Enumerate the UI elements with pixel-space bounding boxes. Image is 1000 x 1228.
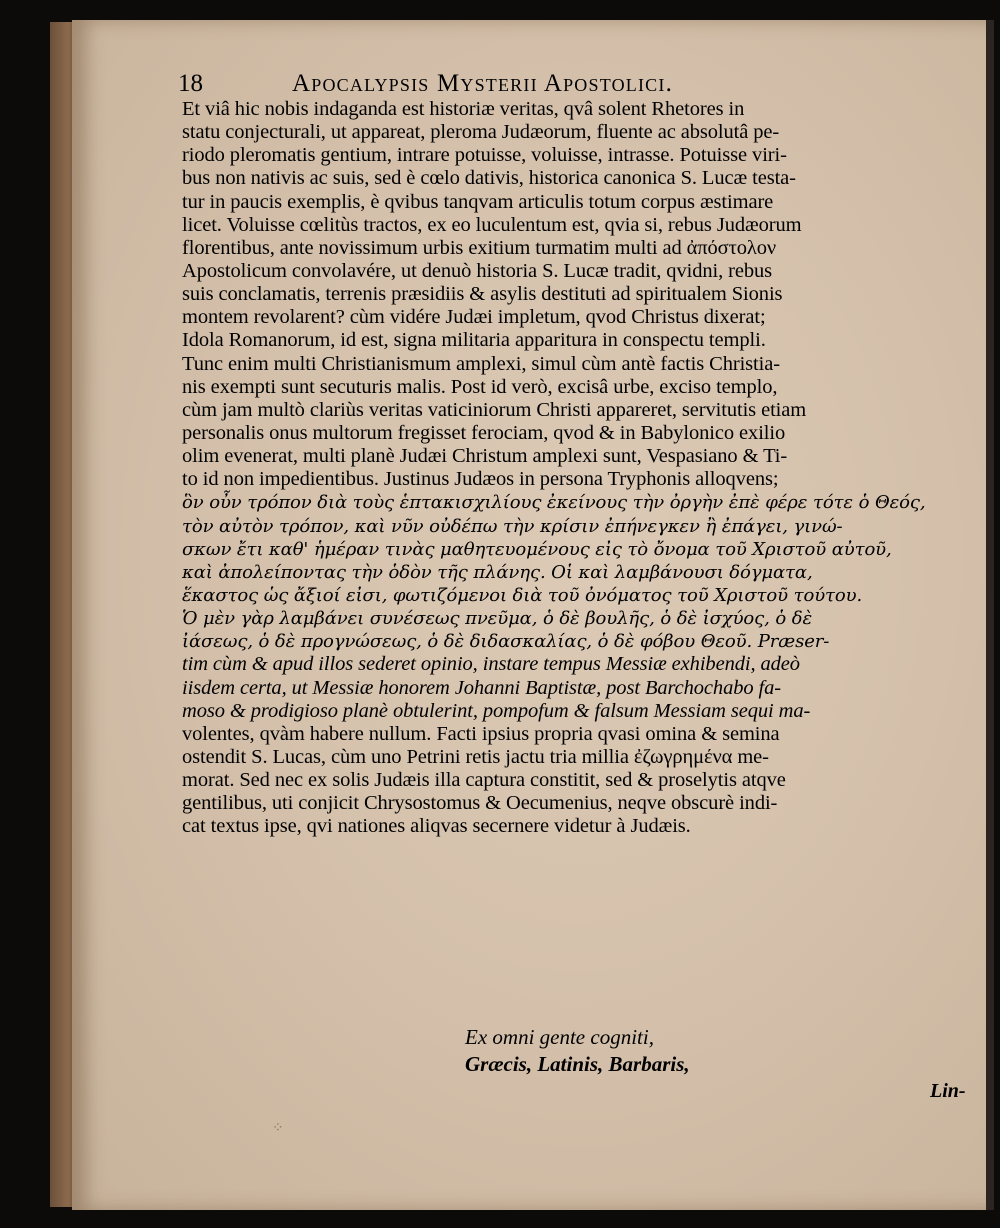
- text-line: volentes, qvàm habere nullum. Facti ipsius propria qvasi omina & semina: [182, 722, 780, 745]
- body-text: [182, 98, 962, 839]
- page-number: 18: [178, 70, 203, 97]
- greek-text-line: ἰάσεως, ὁ δὲ προγνώσεως, ὁ δὲ διδασκαλίας, ὁ δὲ φόβου Θεοῦ. Præser-: [182, 631, 830, 653]
- text-line: riodo pleromatis gentium, intrare potuisse, voluisse, intrasse. Potuisse viri-: [182, 144, 787, 167]
- text-line: Idola Romanorum, id est, signa militaria apparitura in conspectu templi.: [182, 329, 766, 352]
- text-line: nis exempti sunt secuturis malis. Post id verò, excisâ urbe, exciso templo,: [182, 375, 778, 398]
- text-line: personalis onus multorum fregisset ferociam, qvod & in Babylonico exilio: [182, 421, 786, 444]
- greek-text-line: σκων ἔτι καθ' ἡμέραν τινὰς μαθητευομένους εἰς τὸ ὄνομα τοῦ Χριστοῦ αὐτοῦ,: [182, 538, 892, 560]
- text-line: Tunc enim multi Christianismum amplexi, simul cùm antè factis Christia-: [182, 352, 780, 375]
- italic-text-line: tim cùm & apud illos sederet opinio, instare tempus Messiæ exhibendi, adeò: [182, 653, 800, 676]
- text-line: cat textus ipse, qvi nationes aliqvas secernere videtur à Judæis.: [182, 815, 691, 838]
- catchword: Lin-: [930, 1080, 966, 1102]
- page-edge-shadow: [986, 20, 994, 1210]
- text-line: Et viâ hic nobis indaganda est historiæ veritas, qvâ solent Rhetores in: [182, 98, 745, 120]
- text-line: statu conjecturali, ut appareat, pleroma Judæorum, fluente ac absolutâ pe-: [182, 121, 780, 144]
- text-line: montem revolarent? cùm vidére Judæi impletum, qvod Christus dixerat;: [182, 306, 766, 329]
- running-head: Apocalypsis Mysterii Apostolici.: [292, 70, 674, 97]
- verse-quote: [465, 1024, 690, 1078]
- text-line: gentilibus, uti conjicit Chrysostomus & Oecumenius, neqve obscurè indi-: [182, 792, 778, 815]
- text-line: cùm jam multò clariùs veritas vaticiniorum Christi appareret, servitutis etiam: [182, 398, 807, 421]
- italic-text-line: iisdem certa, ut Messiæ honorem Johanni Baptistæ, post Barchochabo fa-: [182, 676, 782, 699]
- text-line: licet. Voluisse cœlitùs tractos, ex eo luculentum est, qvia si, rebus Judæorum: [182, 213, 802, 236]
- quote-line: Græcis, Latinis, Barbaris,: [465, 1052, 690, 1076]
- greek-text-line: καὶ ἀπολείποντας τὴν ὁδὸν τῆς πλάνης. Οἱ καὶ λαμβάνουσι δόγματα,: [182, 561, 813, 583]
- text-line: bus non nativis ac suis, sed è cœlo dativis, historica canonica S. Lucæ testa-: [182, 167, 796, 190]
- text-line: ostendit S. Lucas, cùm uno Petrini retis jactu tria millia ἐζωγρημένα me-: [182, 745, 769, 768]
- greek-text-line: τὸν αὐτὸν τρόπον, καὶ νῦν οὐδέπω τὴν κρίσιν ἐπήνεγκεν ἢ ἐπάγει, γινώ-: [182, 515, 843, 537]
- text-line: florentibus, ante novissimum urbis exitium turmatim multi ad ἀπόστολον: [182, 236, 777, 259]
- text-line: to id non impedientibus. Justinus Judæos in persona Tryphonis alloqvens;: [182, 468, 779, 491]
- text-line: morat. Sed nec ex solis Judæis illa captura constitit, sed & proselytis atqve: [182, 769, 786, 792]
- ink-speck: ⁘: [272, 1121, 284, 1136]
- quote-line: Ex omni gente cogniti,: [465, 1025, 654, 1049]
- greek-text-line: ὃν οὖν τρόπον διὰ τοὺς ἑπτακισχιλίους ἐκείνους τὴν ὀργὴν ἐπὲ φέρε τότε ὁ Θεός,: [182, 492, 926, 514]
- text-line: tur in paucis exemplis, è qvibus tanqvam articulis totum corpus æstimare: [182, 190, 774, 213]
- greek-text-line: Ὁ μὲν γὰρ λαμβάνει συνέσεως πνεῦμα, ὁ δὲ βουλῆς, ὁ δὲ ἰσχύος, ὁ δὲ: [182, 608, 813, 630]
- greek-text-line: ἕκαστος ὡς ἄξιοί εἰσι, φωτιζόμενοι διὰ τοῦ ὀνόματος τοῦ Χριστοῦ τούτου.: [182, 584, 863, 606]
- text-line: olim evenerat, multi planè Judæi Christum amplexi sunt, Vespasiano & Ti-: [182, 445, 788, 468]
- italic-text-line: moso & prodigioso planè obtulerint, pompofum & falsum Messiam sequi ma-: [182, 699, 811, 722]
- text-line: suis conclamatis, terrenis præsidiis & asylis destituti ad spiritualem Sionis: [182, 283, 783, 306]
- text-line: Apostolicum convolavére, ut denuò historia S. Lucæ tradit, qvidni, rebus: [182, 259, 773, 282]
